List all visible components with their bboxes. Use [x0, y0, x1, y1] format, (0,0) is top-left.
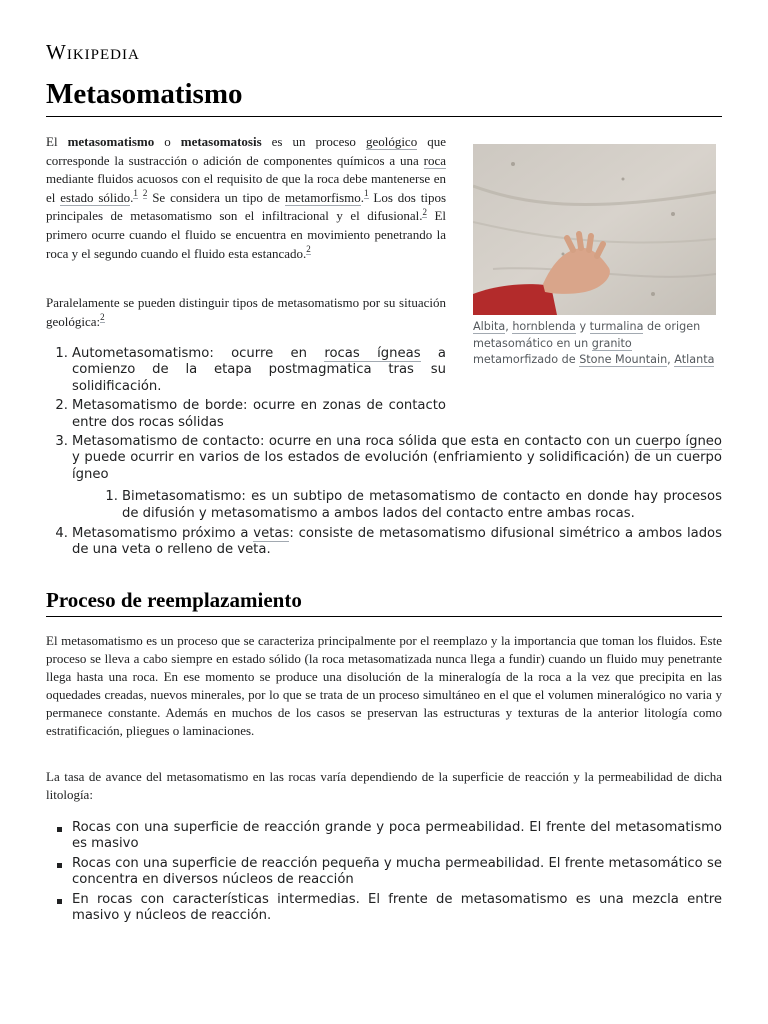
- list-item: 1. Autometasomatismo: ocurre en rocas ígneas a comienzo de la etapa postmagmatica tras su solidificación.: [46, 346, 722, 395]
- link-hornblenda[interactable]: hornblenda: [512, 320, 576, 333]
- link-metamorfismo[interactable]: metamorfismo: [284, 189, 361, 205]
- link-roca[interactable]: roca: [423, 152, 446, 168]
- list-item: 4. Metasomatismo próximo a vetas: consiste de metasomatismo difusional simétrico a ambos lados de una veta o relleno de veta.: [46, 526, 722, 559]
- intro-paragraph: El metasomatismo o metasomatosis es un proceso geológico que corresponde la sustracción o adición de componentes químicos a una roca mediante fluidos acuosos con el requisito de que la roca debe mantenerse en el estado sólido.$^1$ $^2$ Se considera un tipo de metamorfismo.$^1$ Los dos tipos principales de metasomatismo son el infiltracional y el difusional.$^2$ El primero ocurre cuando el fluido se encuentra en movimiento penetrando la roca y el segundo cuando el fluido esta estancado.$^2$: [46, 134, 447, 261]
- list-number: 4.: [55, 526, 68, 542]
- intro-paragraph-2: Paralelamente se pueden distinguir tipos de metasomatismo por su situación geológica:$^2$: [46, 295, 446, 329]
- link-vetas[interactable]: vetas: [253, 526, 290, 542]
- list-item: 2. Metasomatismo de borde: ocurre en zonas de contacto entre dos rocas sólidas: [46, 398, 722, 431]
- ref-2[interactable]: 2: [306, 244, 311, 255]
- link-turmalina[interactable]: turmalina: [589, 320, 644, 333]
- list-item: 1. Bimetasomatismo: es un subtipo de metasomatismo de contacto en donde hay procesos de difusión y metasomatismo a ambos lados del contacto entre ambas rocas.: [72, 489, 722, 522]
- metasomatism-types-list: [46, 346, 722, 562]
- ref-2[interactable]: 2: [142, 188, 148, 199]
- link-estado-solido[interactable]: estado sólido: [60, 189, 131, 205]
- granite-photo[interactable]: [473, 144, 716, 315]
- list-number: 3.: [55, 434, 68, 450]
- wikipedia-logo[interactable]: Wikipedia: [46, 40, 140, 64]
- link-stone-mountain[interactable]: Stone Mountain: [579, 353, 668, 366]
- reaction-rate-list: [46, 820, 722, 927]
- link-albita[interactable]: Albita: [473, 320, 506, 333]
- list-number: 1.: [55, 346, 68, 361]
- list-number: 1.: [105, 489, 118, 505]
- link-atlanta[interactable]: Atlanta: [674, 353, 715, 366]
- figure-granite: [473, 144, 718, 369]
- link-granito[interactable]: granito: [591, 336, 632, 350]
- link-geologico[interactable]: geológico: [365, 134, 418, 149]
- list-item: Rocas con una superficie de reacción pequeña y mucha permeabilidad. El frente metasomático se concentra en diversos núcleos de reacción: [46, 856, 722, 889]
- link-cuerpo-igneo[interactable]: cuerpo ígneo: [635, 434, 722, 450]
- figure-caption: Albita, hornblenda y turmalina de origen metasomático en un granito metamorfizado de Stone Mountain, Atlanta: [473, 320, 715, 366]
- term-metasomatismo: metasomatismo: [67, 134, 155, 149]
- section-paragraph: La tasa de avance del metasomatismo en las rocas varía dependiendo de la superficie de reacción y la permeabilidad de dicha litología:: [46, 769, 722, 802]
- ref-2[interactable]: 2: [100, 312, 105, 323]
- section-paragraph: El metasomatismo es un proceso que se caracteriza principalmente por el reemplazo y la importancia que toman los fluidos. Este proceso se lleva a cabo siempre en estado sólido (la roca metasomatizada nunca llega a fundir) cuando un fluido muy penetrante llega hasta una roca. En ese momento se produce una disolución de la mineralogía de la roca a la vez que precipita en las oquedades creadas, nuevos minerales, por lo que se trata de un proceso simultáneo en el que el volumen mineralógico no varia y permanece constante. Además en muchos de los casos se preservan las estructuras y texturas de la anterior litología como estratificación, pliegues o laminaciones.: [46, 633, 722, 738]
- bullet-icon: [57, 899, 62, 904]
- sublist: [72, 489, 722, 522]
- bullet-icon: [57, 863, 62, 868]
- ref-2[interactable]: 2: [422, 207, 427, 218]
- list-item: En rocas con características intermedias. El frente de metasomatismo es una mezcla entre masivo y núcleos de reacción.: [46, 892, 722, 925]
- ref-1[interactable]: 1: [364, 188, 369, 199]
- term-metasomatosis: metasomatosis: [180, 134, 262, 149]
- section-heading: Proceso de reemplazamiento: [46, 588, 722, 617]
- ref-1[interactable]: 1: [133, 188, 138, 199]
- page-title: Metasomatismo: [46, 78, 722, 117]
- bullet-icon: [57, 827, 62, 832]
- list-item: 3. Metasomatismo de contacto: ocurre en una roca sólida que esta en contacto con un cuerpo ígneo y puede ocurrir en varios de los estados de evolución (enfriamiento y solidificación) de un cuerpo ígneo 1. Bimetasomatismo: es un subtipo de metasomatismo de contacto en donde hay procesos de difusión y metasomatismo a ambos lados del contacto entre ambas rocas.: [46, 434, 722, 522]
- list-number: 2.: [55, 398, 68, 414]
- link-rocas-igneas[interactable]: rocas ígneas: [324, 346, 421, 361]
- list-item: Rocas con una superficie de reacción grande y poca permeabilidad. El frente del metasomatismo es masivo: [46, 820, 722, 853]
